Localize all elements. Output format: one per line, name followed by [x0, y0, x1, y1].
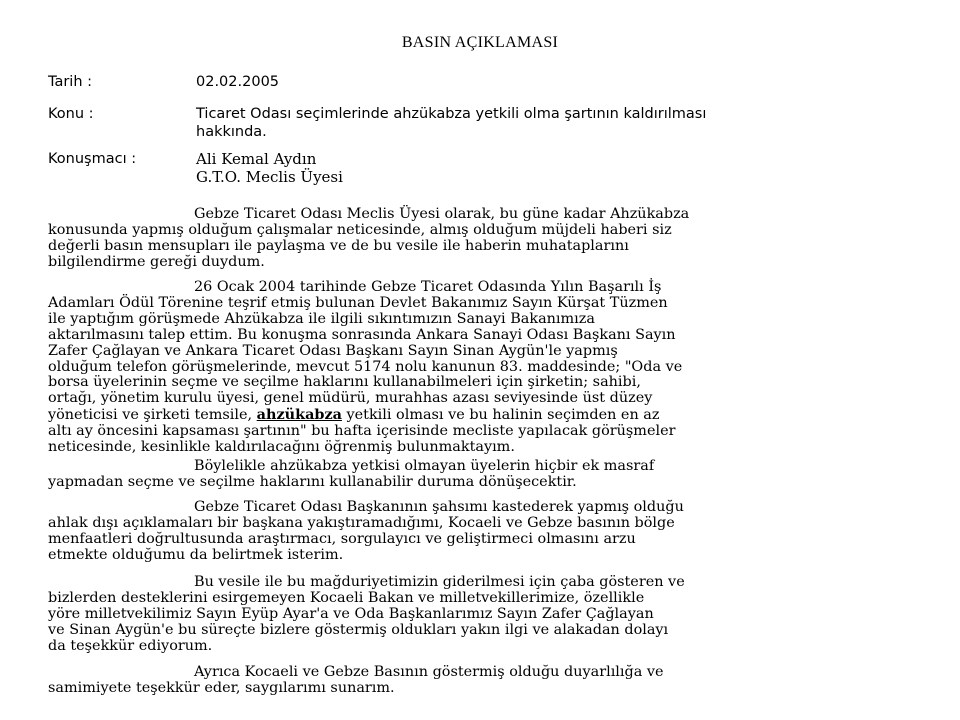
text-line: ortağı, yönetim kurulu üyesi, genel müdürü, murahhas azası seviyesinde üst düzey	[48, 390, 653, 407]
text-segment: yetkili olması ve bu halinin seçimden en az	[341, 407, 660, 424]
text-segment: yöneticisi ve şirketi temsile,	[48, 407, 257, 424]
subject-line-1: Ticaret Odası seçimlerinde ahzükabza yetkili olma şartının kaldırılması	[196, 106, 707, 122]
subject-value	[196, 105, 916, 141]
text-line: Ayrıca Kocaeli ve Gebze Basının göstermiş olduğu duyarlılığa ve	[194, 664, 664, 680]
text-line: Adamları Ödül Törenine teşrif etmiş bulunan Devlet Bakanımız Sayın Kürşat Tüzmen	[48, 294, 668, 311]
text-line: ile yaptığım görüşmede Ahzükabza ile ilgili sıkıntımızın Sanayi Bakanımıza	[48, 310, 595, 327]
date-value-text: 02.02.2005	[196, 74, 280, 90]
date-label: Tarih :	[48, 74, 93, 90]
text-line: olduğum telefon görüşmelerinde, mevcut 5174 nolu kanunun 83. maddesinde; "Oda ve	[48, 358, 683, 375]
text-line: değerli basın mensupları ile paylaşma ve de bu vesile ile haberin muhataplarını	[48, 237, 629, 254]
text-line: yapmadan seçme ve seçilme haklarını kullanabilir duruma dönüşecektir.	[48, 473, 577, 490]
speaker-label: Konuşmacı :	[48, 151, 137, 167]
text-line: Gebze Ticaret Odası Başkanının şahsımı kastederek yapmış olduğu	[194, 499, 684, 515]
text-line: borsa üyelerinin seçme ve seçilme haklarını kullanabilmeleri için şirketin; sahibi,	[48, 374, 641, 391]
highlighted-term: ahzükabza	[256, 406, 342, 424]
text-line: yöre milletvekilimiz Sayın Eyüp Ayar'a ve Oda Başkanlarımız Sayın Zafer Çağlayan	[48, 605, 654, 622]
subject-line-2: hakkında.	[196, 124, 267, 140]
paragraph-2	[48, 280, 919, 456]
paragraph-1	[48, 207, 919, 271]
text-line: bizlerden desteklerini esirgemeyen Kocaeli Bakan ve milletvekillerimize, özellikle	[48, 589, 645, 606]
paragraph-3	[48, 459, 919, 491]
paragraph-4	[48, 500, 919, 564]
text-line: Zafer Çağlayan ve Ankara Ticaret Odası Başkanı Sayın Sinan Aygün'le yapmış	[48, 342, 618, 359]
text-line: aktarılmasını talep ettim. Bu konuşma sonrasında Ankara Sanayi Odası Başkanı Sayın	[48, 326, 676, 343]
text-line: Bu vesile ile bu mağduriyetimizin giderilmesi için çaba gösteren ve	[194, 574, 685, 590]
paragraph-6	[48, 665, 919, 697]
date-value	[196, 73, 916, 91]
subject-label: Konu :	[48, 106, 94, 122]
text-line: 26 Ocak 2004 tarihinde Gebze Ticaret Odasında Yılın Başarılı İş	[194, 279, 662, 295]
text-line: samimiyete teşekkür eder, saygılarımı sunarım.	[48, 679, 395, 696]
text-line: bilgilendirme gereği duydum.	[48, 253, 265, 270]
text-line: da teşekkür ediyorum.	[48, 637, 213, 654]
text-line: ve Sinan Aygün'e bu süreçte bizlere göstermiş oldukları yakın ilgi ve alakadan dolayı	[48, 621, 669, 638]
paragraph-5	[48, 575, 919, 655]
document-title: BASIN AÇIKLAMASI	[401, 34, 559, 51]
speaker-value	[196, 150, 916, 186]
text-line: menfaatleri doğrultusunda araştırmacı, sorgulayıcı ve geliştirmeci olmasını arzu	[48, 530, 636, 547]
text-line: altı ay öncesini kapsaması şartının" bu hafta içerisinde mecliste yapılacak görüşmeler	[48, 423, 676, 440]
text-line: neticesinde, kesinlikle kaldırılacağını öğrenmiş bulunmaktayım.	[48, 439, 515, 456]
speaker-role: G.T.O. Meclis Üyesi	[196, 168, 343, 186]
text-line: ahlak dışı açıklamaları bir başkana yakıştıramadığımı, Kocaeli ve Gebze basının bölge	[48, 514, 675, 531]
text-line: Böylelikle ahzükabza yetkisi olmayan üyelerin hiçbir ek masraf	[194, 458, 655, 474]
text-line: etmekte olduğumu da belirtmek isterim.	[48, 546, 344, 563]
text-line: Gebze Ticaret Odası Meclis Üyesi olarak, bu güne kadar Ahzükabza	[194, 206, 690, 222]
speaker-name: Ali Kemal Aydın	[196, 150, 317, 168]
text-line: konusunda yapmış olduğum çalışmalar neticesinde, almış olduğum müjdeli haberi siz	[48, 221, 672, 238]
text-line	[48, 407, 919, 424]
